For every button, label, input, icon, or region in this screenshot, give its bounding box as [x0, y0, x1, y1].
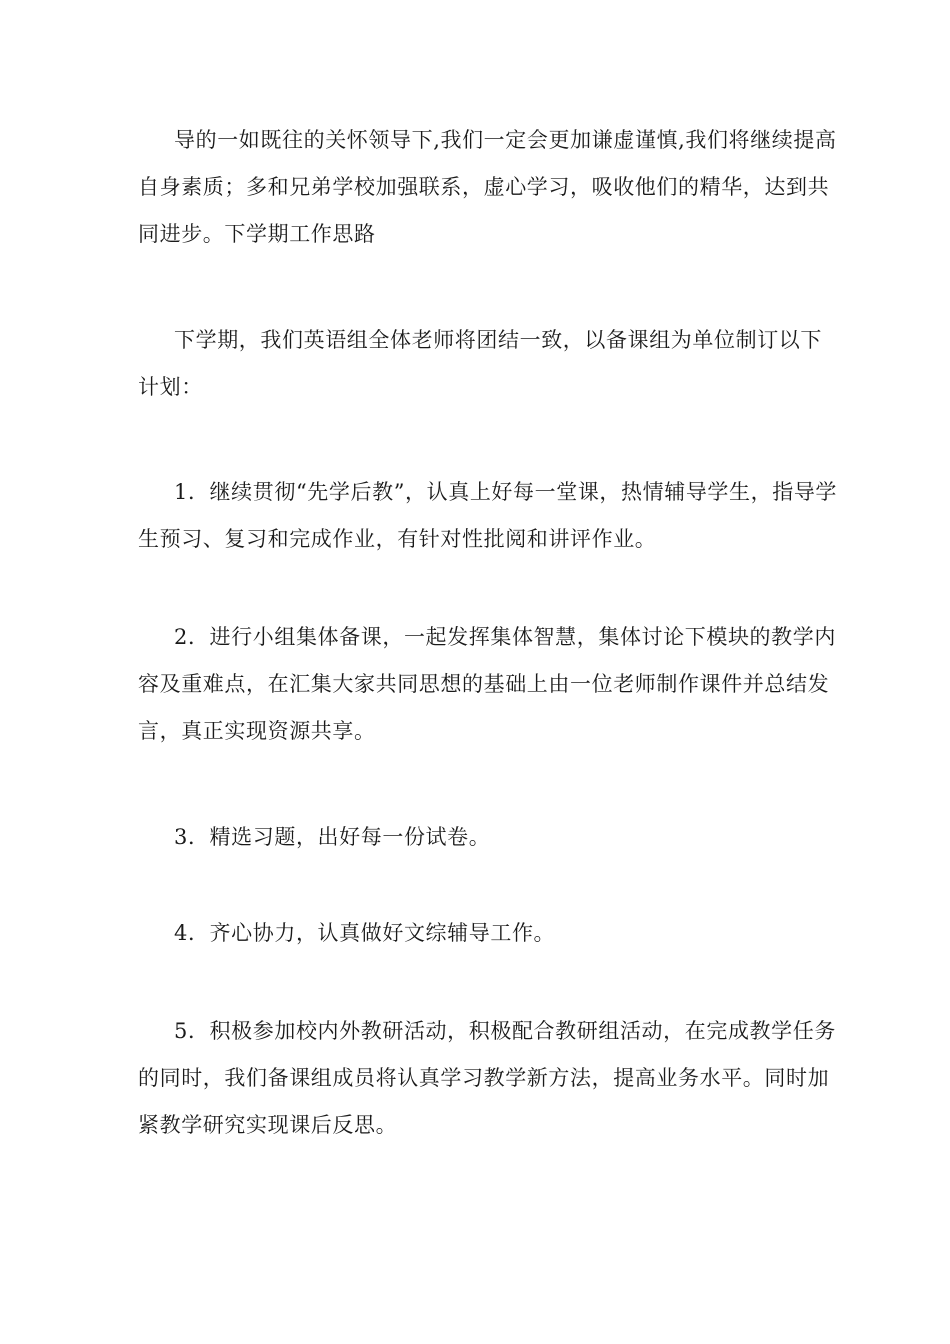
paragraph-item-1: 1．继续贯彻“先学后教”，认真上好每一堂课，热情辅导学生，指导学生预习、复习和完成作业，有针对性批阅和讲评作业。: [138, 480, 838, 551]
paragraph-plan-intro: 下学期，我们英语组全体老师将团结一致，以备课组为单位制订以下计划：: [138, 328, 822, 399]
paragraph-intro: 导的一如既往的关怀领导下,我们一定会更加谦虚谨慎,我们将继续提高自身素质；多和兄弟学校加强联系，虚心学习，吸收他们的精华，达到共同进步。下学期工作思路: [138, 128, 837, 246]
paragraph-item-4: 4．齐心协力，认真做好文综辅导工作。: [174, 921, 556, 945]
paragraph-item-2: 2．进行小组集体备课，一起发挥集体智慧，集体讨论下模块的教学内容及重难点，在汇集大家共同思想的基础上由一位老师制作课件并总结发言，真正实现资源共享。: [138, 625, 836, 743]
paragraph-item-5: 5．积极参加校内外教研活动，积极配合教研组活动，在完成教学任务的同时，我们备课组成员将认真学习教学新方法，提高业务水平。同时加紧教学研究实现课后反思。: [138, 1019, 836, 1137]
paragraph-item-3: 3．精选习题，出好每一份试卷。: [174, 825, 491, 849]
